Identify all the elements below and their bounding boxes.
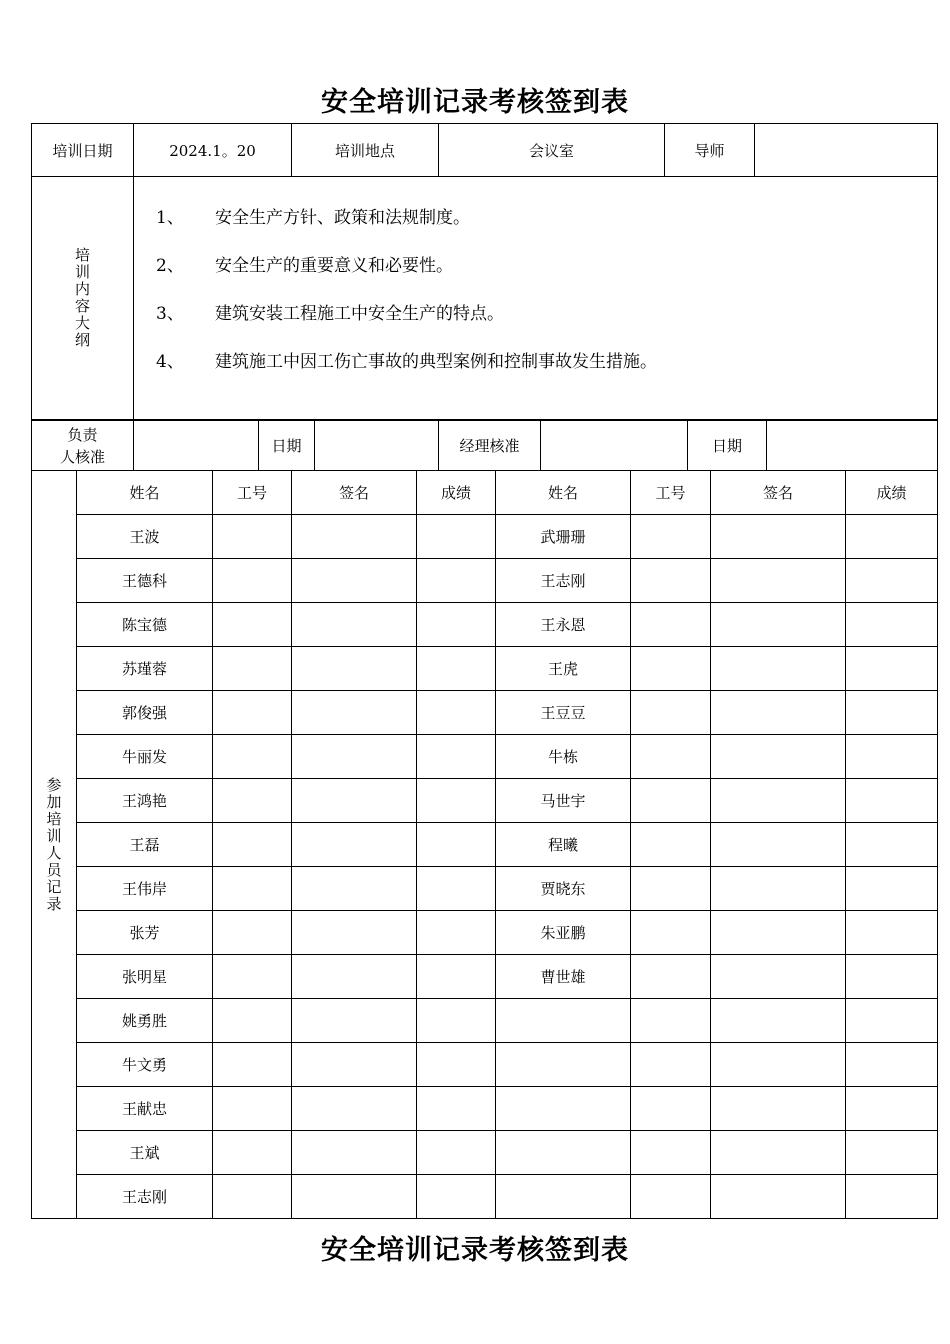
attendee-name — [496, 1175, 631, 1219]
form-title-repeat: 安全培训记录考核签到表 — [321, 1235, 629, 1266]
score-field[interactable] — [846, 735, 938, 779]
signature-field[interactable] — [292, 603, 417, 647]
score-field[interactable] — [846, 515, 938, 559]
signature-field[interactable] — [711, 823, 846, 867]
outline-item-text: 安全生产方针、政策和法规制度。 — [215, 208, 470, 228]
manager-date-label: 日期 — [688, 421, 767, 471]
column-header-employee-id: 工号 — [213, 471, 292, 515]
roster-row — [32, 735, 938, 779]
score-field[interactable] — [417, 1131, 496, 1175]
score-field[interactable] — [846, 1087, 938, 1131]
employee-id-field[interactable] — [631, 603, 711, 647]
outline-item — [156, 347, 937, 395]
attendee-name: 王志刚 — [77, 1175, 213, 1219]
attendee-name: 王志刚 — [496, 559, 631, 603]
attendee-name: 武珊珊 — [496, 515, 631, 559]
score-field[interactable] — [417, 867, 496, 911]
signature-field[interactable] — [711, 955, 846, 999]
attendee-name: 牛栋 — [496, 735, 631, 779]
training-location-label: 培训地点 — [292, 124, 439, 177]
signature-field[interactable] — [711, 691, 846, 735]
signature-field[interactable] — [292, 735, 417, 779]
roster-row — [32, 691, 938, 735]
attendee-name: 苏瑾蓉 — [77, 647, 213, 691]
column-header-signature: 签名 — [292, 471, 417, 515]
score-field[interactable] — [846, 823, 938, 867]
attendee-name: 王永恩 — [496, 603, 631, 647]
score-field[interactable] — [417, 823, 496, 867]
attendee-name: 王波 — [77, 515, 213, 559]
roster-row — [32, 955, 938, 999]
employee-id-field[interactable] — [631, 779, 711, 823]
employee-id-field[interactable] — [213, 691, 292, 735]
employee-id-field[interactable] — [631, 955, 711, 999]
score-field[interactable] — [846, 1175, 938, 1219]
signature-field[interactable] — [292, 999, 417, 1043]
attendee-name: 牛文勇 — [77, 1043, 213, 1087]
attendee-name: 程曦 — [496, 823, 631, 867]
score-field[interactable] — [417, 779, 496, 823]
employee-id-field[interactable] — [213, 1043, 292, 1087]
roster-row — [32, 999, 938, 1043]
signature-field[interactable] — [711, 515, 846, 559]
attendee-name: 贾晓东 — [496, 867, 631, 911]
signature-field[interactable] — [711, 559, 846, 603]
signature-field[interactable] — [711, 603, 846, 647]
score-field[interactable] — [417, 1043, 496, 1087]
employee-id-field[interactable] — [631, 735, 711, 779]
manager-approval-field[interactable] — [541, 421, 688, 471]
signature-field[interactable] — [292, 911, 417, 955]
roster-row — [32, 1087, 938, 1131]
instructor-label: 导师 — [665, 124, 755, 177]
score-field[interactable] — [417, 955, 496, 999]
manager-date-field[interactable] — [767, 421, 938, 471]
score-field[interactable] — [846, 911, 938, 955]
score-field[interactable] — [846, 1131, 938, 1175]
score-field[interactable] — [417, 559, 496, 603]
outline-label: 培训内容大纲 — [74, 246, 90, 349]
signature-field[interactable] — [292, 823, 417, 867]
employee-id-field[interactable] — [631, 559, 711, 603]
attendee-name: 牛丽发 — [77, 735, 213, 779]
training-location-value[interactable]: 会议室 — [439, 124, 665, 177]
roster-row — [32, 559, 938, 603]
instructor-value[interactable] — [755, 124, 938, 177]
signature-field[interactable] — [711, 1131, 846, 1175]
responsible-label-line1: 负责 — [67, 425, 98, 444]
signature-field[interactable] — [292, 779, 417, 823]
score-field[interactable] — [417, 691, 496, 735]
attendee-name — [496, 1043, 631, 1087]
attendee-name: 马世宇 — [496, 779, 631, 823]
signature-field[interactable] — [292, 867, 417, 911]
training-date-value[interactable]: 2024.1。20 — [134, 124, 292, 177]
employee-id-field[interactable] — [213, 1175, 292, 1219]
signature-field[interactable] — [292, 1131, 417, 1175]
roster-side-label-cell — [32, 471, 77, 1219]
attendee-name: 张明星 — [77, 955, 213, 999]
attendee-name: 王磊 — [77, 823, 213, 867]
score-field[interactable] — [417, 1087, 496, 1131]
attendee-name: 王斌 — [77, 1131, 213, 1175]
employee-id-field[interactable] — [631, 1087, 711, 1131]
employee-id-field[interactable] — [213, 1087, 292, 1131]
attendee-name: 王伟岸 — [77, 867, 213, 911]
attendee-name — [496, 1131, 631, 1175]
signature-field[interactable] — [711, 779, 846, 823]
employee-id-field[interactable] — [631, 647, 711, 691]
score-field[interactable] — [846, 603, 938, 647]
roster-row — [32, 603, 938, 647]
training-date-label: 培训日期 — [32, 124, 134, 177]
outline-item-number: 4、 — [156, 352, 184, 372]
attendee-name: 郭俊强 — [77, 691, 213, 735]
employee-id-field[interactable] — [631, 911, 711, 955]
score-field[interactable] — [846, 955, 938, 999]
score-field[interactable] — [417, 911, 496, 955]
score-field[interactable] — [417, 999, 496, 1043]
roster-side-label: 参加培训人员记录 — [46, 775, 62, 913]
manager-approval-label: 经理核准 — [439, 421, 541, 471]
roster-row — [32, 823, 938, 867]
employee-id-field[interactable] — [631, 867, 711, 911]
signature-field[interactable] — [711, 1043, 846, 1087]
attendee-roster-table — [31, 470, 938, 1219]
attendee-name: 王德科 — [77, 559, 213, 603]
attendee-name: 陈宝德 — [77, 603, 213, 647]
column-header-name: 姓名 — [77, 471, 213, 515]
employee-id-field[interactable] — [213, 867, 292, 911]
signature-field[interactable] — [292, 1043, 417, 1087]
employee-id-field[interactable] — [631, 515, 711, 559]
employee-id-field[interactable] — [213, 955, 292, 999]
roster-row — [32, 867, 938, 911]
employee-id-field[interactable] — [631, 1043, 711, 1087]
attendee-name: 曹世雄 — [496, 955, 631, 999]
signature-field[interactable] — [711, 1087, 846, 1131]
signature-field[interactable] — [292, 559, 417, 603]
roster-row — [32, 1175, 938, 1219]
column-header-employee-id: 工号 — [631, 471, 711, 515]
employee-id-field[interactable] — [213, 1131, 292, 1175]
attendee-name — [496, 1087, 631, 1131]
score-field[interactable] — [417, 515, 496, 559]
roster-row — [32, 515, 938, 559]
outline-list — [134, 177, 937, 395]
employee-id-field[interactable] — [213, 603, 292, 647]
employee-id-field[interactable] — [213, 999, 292, 1043]
employee-id-field[interactable] — [213, 559, 292, 603]
score-field[interactable] — [417, 1175, 496, 1219]
score-field[interactable] — [846, 867, 938, 911]
signature-field[interactable] — [292, 691, 417, 735]
approval-table — [31, 420, 938, 471]
score-field[interactable] — [846, 647, 938, 691]
outline-item-number: 3、 — [156, 304, 184, 324]
column-header-name: 姓名 — [496, 471, 631, 515]
employee-id-field[interactable] — [213, 911, 292, 955]
column-header-score: 成绩 — [417, 471, 496, 515]
score-field[interactable] — [846, 779, 938, 823]
employee-id-field[interactable] — [631, 1175, 711, 1219]
score-field[interactable] — [846, 1043, 938, 1087]
outline-item — [156, 203, 937, 251]
outline-item-text: 建筑施工中因工伤亡事故的典型案例和控制事故发生措施。 — [215, 352, 657, 372]
signature-field[interactable] — [292, 647, 417, 691]
outline-item-number: 1、 — [156, 208, 184, 228]
attendee-name: 王豆豆 — [496, 691, 631, 735]
attendee-name: 王虎 — [496, 647, 631, 691]
score-field[interactable] — [417, 603, 496, 647]
outline-item-text: 建筑安装工程施工中安全生产的特点。 — [215, 304, 504, 324]
employee-id-field[interactable] — [631, 1131, 711, 1175]
score-field[interactable] — [846, 691, 938, 735]
score-field[interactable] — [417, 647, 496, 691]
roster-row — [32, 1131, 938, 1175]
attendee-name: 王献忠 — [77, 1087, 213, 1131]
roster-row — [32, 1043, 938, 1087]
employee-id-field[interactable] — [213, 735, 292, 779]
signature-field[interactable] — [711, 999, 846, 1043]
roster-row — [32, 647, 938, 691]
responsible-approval-field[interactable] — [134, 421, 259, 471]
roster-header-row — [32, 471, 938, 515]
roster-row — [32, 779, 938, 823]
form-title: 安全培训记录考核签到表 — [321, 87, 629, 118]
signature-field[interactable] — [711, 1175, 846, 1219]
signature-field[interactable] — [711, 867, 846, 911]
signature-field[interactable] — [292, 1087, 417, 1131]
employee-id-field[interactable] — [213, 823, 292, 867]
employee-id-field[interactable] — [213, 515, 292, 559]
signature-field[interactable] — [711, 735, 846, 779]
employee-id-field[interactable] — [631, 823, 711, 867]
score-field[interactable] — [417, 735, 496, 779]
attendee-name: 姚勇胜 — [77, 999, 213, 1043]
roster-row — [32, 911, 938, 955]
outline-item-text: 安全生产的重要意义和必要性。 — [215, 256, 453, 276]
score-field[interactable] — [846, 999, 938, 1043]
column-header-signature: 签名 — [711, 471, 846, 515]
employee-id-field[interactable] — [213, 779, 292, 823]
outline-item — [156, 251, 937, 299]
attendee-name: 王鸿艳 — [77, 779, 213, 823]
outline-item-number: 2、 — [156, 256, 184, 276]
signature-field[interactable] — [292, 955, 417, 999]
column-header-score: 成绩 — [846, 471, 938, 515]
employee-id-field[interactable] — [631, 691, 711, 735]
attendee-name — [496, 999, 631, 1043]
attendee-name: 朱亚鹏 — [496, 911, 631, 955]
date-field[interactable] — [315, 421, 439, 471]
employee-id-field[interactable] — [213, 647, 292, 691]
signature-field[interactable] — [292, 1175, 417, 1219]
signature-field[interactable] — [292, 515, 417, 559]
training-info-table — [31, 123, 938, 420]
score-field[interactable] — [846, 559, 938, 603]
outline-label-cell — [32, 177, 134, 420]
signature-field[interactable] — [711, 911, 846, 955]
employee-id-field[interactable] — [631, 999, 711, 1043]
responsible-approval-label — [32, 421, 134, 471]
outline-content — [134, 177, 938, 420]
attendee-name: 张芳 — [77, 911, 213, 955]
signature-field[interactable] — [711, 647, 846, 691]
date-label: 日期 — [259, 421, 315, 471]
outline-item — [156, 299, 937, 347]
responsible-label-line2: 人核准 — [59, 447, 105, 466]
